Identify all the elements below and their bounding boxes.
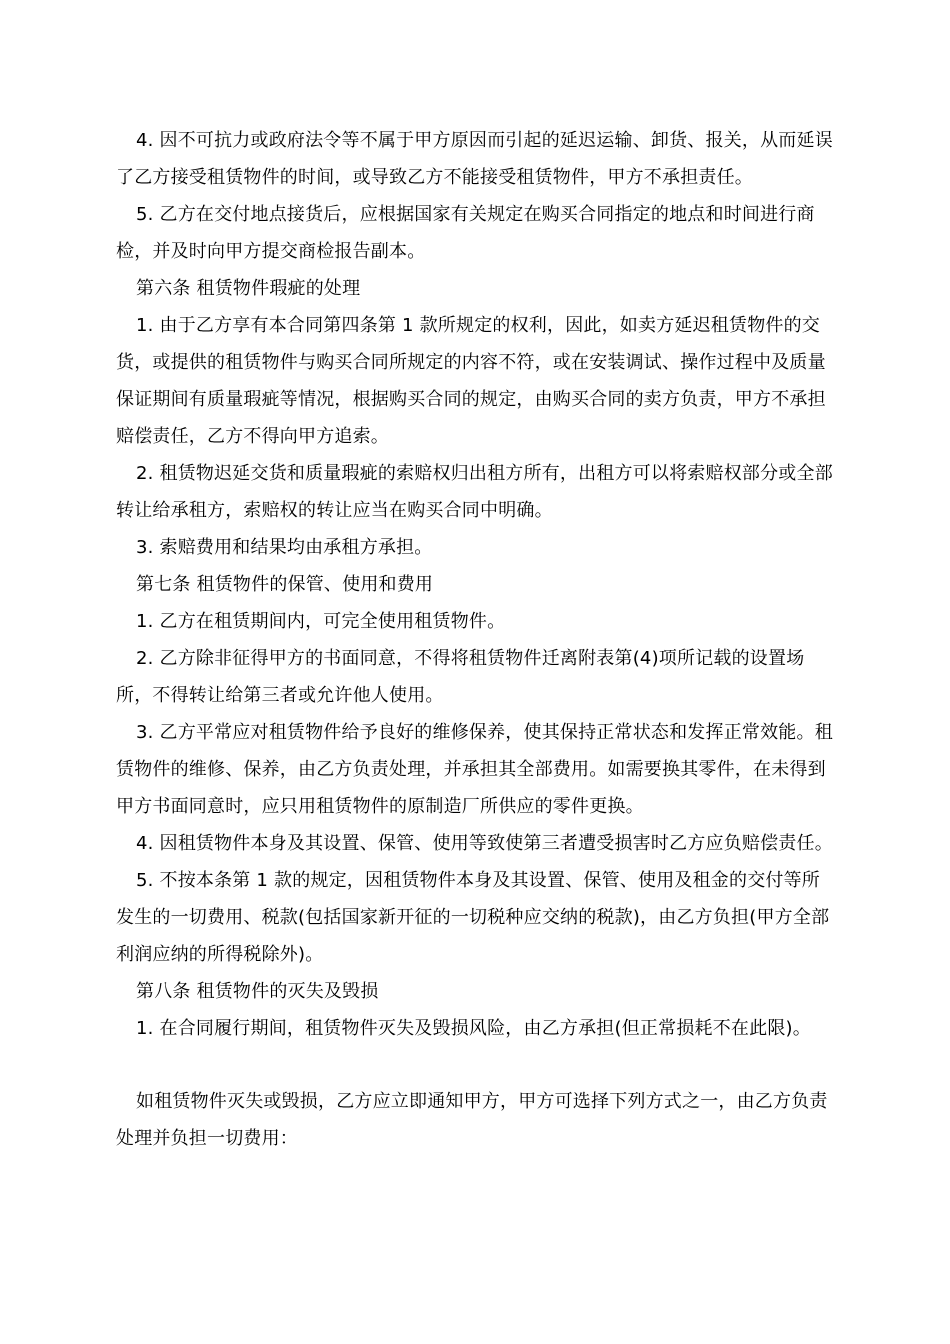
clause-7-item-2: 2. 乙方除非征得甲方的书面同意，不得将租赁物件迁离附表第(4)项所记载的设置场所，不得转让给第三者或允许他人使用。 [116,648,805,706]
article-6-heading: 第六条 租赁物件瑕疵的处理 [136,278,361,299]
clause-6-item-2: 2. 租赁物迟延交货和质量瑕疵的索赔权归出租方所有，出租方可以将索赔权部分或全部转让给承租方，索赔权的转让应当在购买合同中明确。 [116,463,833,521]
clause-7-item-3: 3. 乙方平常应对租赁物件给予良好的维修保养，使其保持正常状态和发挥正常效能。租赁物件的维修、保养，由乙方负责处理，并承担其全部费用。如需要换其零件，在未得到甲方书面同意时，应只用租赁物件的原制造厂所供应的零件更换。 [116,722,833,817]
clause-7-item-4: 4. 因租赁物件本身及其设置、保管、使用等致使第三者遭受损害时乙方应负赔偿责任。 [136,833,833,854]
clause-7-item-5: 5. 不按本条第 1 款的规定，因租赁物件本身及其设置、保管、使用及租金的交付等所发生的一切费用、税款(包括国家新开征的一切税种应交纳的税款)，由乙方负担(甲方全部利润应纳的所得税除外)。 [116,870,830,965]
clause-5-item-4: 4. 因不可抗力或政府法令等不属于甲方原因而引起的延迟运输、卸货、报关，从而延误了乙方接受租赁物件的时间，或导致乙方不能接受租赁物件，甲方不承担责任。 [116,130,833,188]
paragraph-gap [116,1047,836,1083]
closing-paragraph: 如租赁物件灭失或毁损，乙方应立即通知甲方，甲方可选择下列方式之一，由乙方负责处理并负担一切费用： [116,1091,828,1149]
clause-8-item-1: 1. 在合同履行期间，租赁物件灭失及毁损风险，由乙方承担(但正常损耗不在此限)。 [136,1018,811,1039]
article-7-heading: 第七条 租赁物件的保管、使用和费用 [136,574,434,595]
clause-6-item-1: 1. 由于乙方享有本合同第四条第 1 款所规定的权利，因此，如卖方延迟租赁物件的交货，或提供的租赁物件与购买合同所规定的内容不符，或在安装调试、操作过程中及质量保证期间有质量瑕疵等情况，根据购买合同的规定，由购买合同的卖方负责，甲方不承担赔偿责任，乙方不得向甲方追索。 [116,315,826,447]
clause-7-item-1: 1. 乙方在租赁期间内，可完全使用租赁物件。 [136,611,506,632]
clause-6-item-3: 3. 索赔费用和结果均由承租方承担。 [136,537,433,558]
clause-5-item-5: 5. 乙方在交付地点接货后，应根据国家有关规定在购买合同指定的地点和时间进行商检，并及时向甲方提交商检报告副本。 [116,204,815,262]
article-8-heading: 第八条 租赁物件的灭失及毁损 [136,981,379,1002]
document-body [116,122,836,1157]
